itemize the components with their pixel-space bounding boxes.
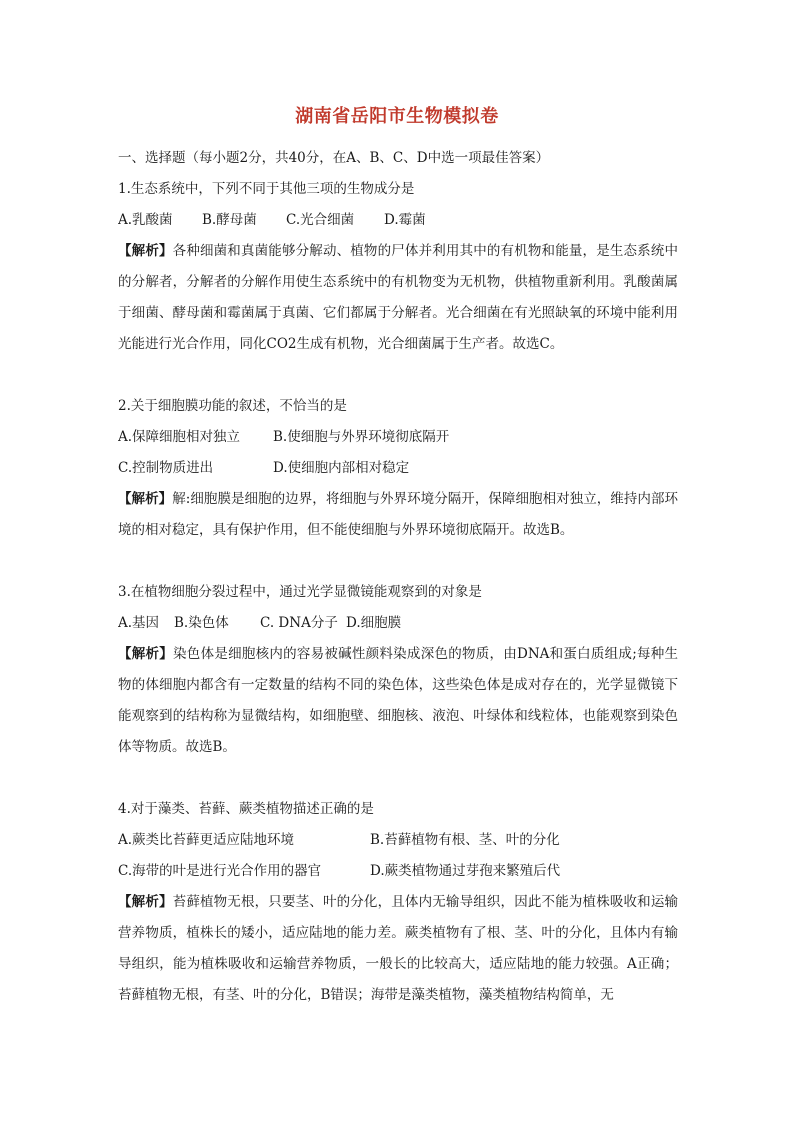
option-d: D.蕨类植物通过芽孢来繁殖后代 xyxy=(370,863,561,879)
option-d: D.霉菌 xyxy=(384,212,426,228)
exam-content xyxy=(118,143,678,1011)
option-d: D.使细胞内部相对稳定 xyxy=(273,460,410,476)
analysis-tag: 【解析】 xyxy=(118,243,173,259)
section-heading: 一、选择题（每小题2分，共40分，在A、B、C、D中选一项最佳答案） xyxy=(118,150,550,166)
analysis-tag: 【解析】 xyxy=(118,491,173,507)
question-stem: 3.在植物细胞分裂过程中，通过光学显微镜能观察到的对象是 xyxy=(118,584,482,600)
analysis-text: 染色体是细胞核内的容易被碱性颜料染成深色的物质，由DNA和蛋白质组成;每种生物的体细胞内都含有一定数量的结构不同的染色体，这些染色体是成对存在的，光学显微镜下能观察到的结构称为显微结构，如细胞壁、细胞核、液泡、叶绿体和线粒体，也能观察到染色体等物质。故选B。 xyxy=(118,646,679,755)
question-options-row2 xyxy=(118,453,678,484)
question-stem: 2.关于细胞膜功能的叙述，不恰当的是 xyxy=(118,398,347,414)
analysis-text: 解:细胞膜是细胞的边界，将细胞与外界环境分隔开，保障细胞相对独立，维持内部环境的相对稳定，具有保护作用，但不能使细胞与外界环境彻底隔开。故选B。 xyxy=(118,491,678,538)
question-3 xyxy=(118,577,678,763)
analysis-text: 苔藓植物无根，只要茎、叶的分化，且体内无输导组织，因此不能为植株吸收和运输营养物质，植株长的矮小，适应陆地的能力差。蕨类植物有了根、茎、叶的分化，且体内有输导组织，能为植株吸收和运输营养物质，一般长的比较高大，适应陆地的能力较强。A正确；苔藓植物无根，有茎、叶的分化，B错误；海带是藻类植物，藻类植物结构简单，无 xyxy=(118,894,679,1003)
option-b: B.苔藓植物有根、茎、叶的分化 xyxy=(370,832,560,848)
analysis xyxy=(118,484,678,546)
question-options xyxy=(118,205,678,236)
question-options xyxy=(118,608,678,639)
page-title: 湖南省岳阳市生物模拟卷 xyxy=(295,106,499,127)
option-a: A.乳酸菌 xyxy=(118,212,173,228)
option-a: A.基因 xyxy=(118,615,160,631)
option-c: C.光合细菌 xyxy=(286,212,355,228)
option-a: A.蕨类比苔藓更适应陆地环境 xyxy=(118,832,295,848)
option-a: A.保障细胞相对独立 xyxy=(118,429,241,445)
option-b: B.使细胞与外界环境彻底隔开 xyxy=(273,429,450,445)
option-c: C.海带的叶是进行光合作用的器官 xyxy=(118,863,322,879)
question-stem: 4.对于藻类、苔藓、蕨类植物描述正确的是 xyxy=(118,801,374,817)
question-1 xyxy=(118,174,678,360)
question-4 xyxy=(118,794,678,1011)
analysis xyxy=(118,639,678,763)
question-options-row1 xyxy=(118,825,678,856)
analysis xyxy=(118,887,678,1011)
analysis-tag: 【解析】 xyxy=(118,894,173,910)
question-2 xyxy=(118,391,678,546)
option-c: C. DNA分子 xyxy=(260,615,338,631)
question-options-row1 xyxy=(118,422,678,453)
option-d: D.细胞膜 xyxy=(346,615,402,631)
option-c: C.控制物质进出 xyxy=(118,460,214,476)
question-stem: 1.生态系统中，下列不同于其他三项的生物成分是 xyxy=(118,181,415,197)
option-b: B.酵母菌 xyxy=(202,212,257,228)
analysis-text: 各种细菌和真菌能够分解动、植物的尸体并利用其中的有机物和能量，是生态系统中的分解者，分解者的分解作用使生态系统中的有机物变为无机物，供植物重新利用。乳酸菌属于细菌、酵母菌和霉菌属于真菌、它们都属于分解者。光合细菌在有光照缺氧的环境中能利用光能进行光合作用，同化CO2生成有机物，光合细菌属于生产者。故选C。 xyxy=(118,243,679,352)
question-options-row2 xyxy=(118,856,678,887)
analysis-tag: 【解析】 xyxy=(118,646,174,662)
analysis xyxy=(118,236,678,360)
option-b: B.染色体 xyxy=(174,615,229,631)
